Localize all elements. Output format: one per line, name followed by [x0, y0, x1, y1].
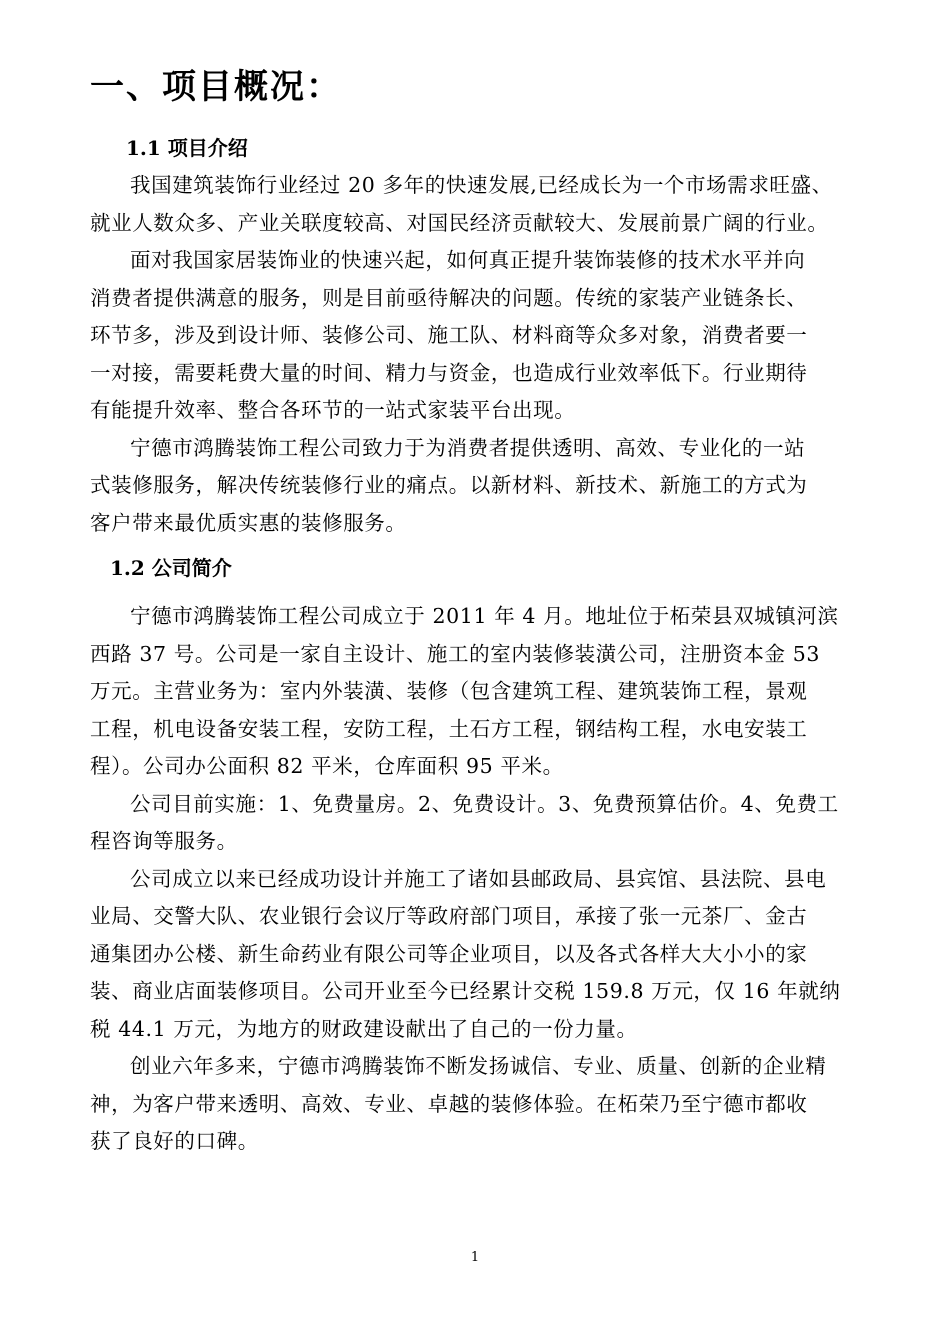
text-line: 消费者提供满意的服务，则是目前亟待解决的问题。传统的家装产业链条长、 [90, 285, 808, 310]
text-line: 税 44.1 万元，为地方的财政建设献出了自己的一份力量。 [90, 1016, 638, 1041]
section-body-company-profile [90, 598, 870, 1161]
text-line: 创业六年多来，宁德市鸿腾装饰不断发扬诚信、专业、质量、创新的企业精 [130, 1054, 827, 1078]
page-number: 1 [470, 1250, 480, 1265]
text-line: 工程，机电设备安装工程，安防工程，土石方工程，钢结构工程，水电安装工 [90, 716, 808, 741]
text-line: 宁德市鸿腾装饰工程公司成立于 2011 年 4 月。地址位于柘荣县双城镇河滨 [130, 604, 839, 628]
text-line: 面对我国家居装饰业的快速兴起，如何真正提升装饰装修的技术水平并向 [130, 248, 806, 272]
text-line: 环节多，涉及到设计师、装修公司、施工队、材料商等众多对象，消费者要一 [90, 323, 808, 347]
text-line: 就业人数众多、产业关联度较高、对国民经济贡献较大、发展前景广阔的行业。 [90, 210, 829, 235]
text-line: 程咨询等服务。 [90, 829, 238, 853]
text-line: 宁德市鸿腾装饰工程公司致力于为消费者提供透明、高效、专业化的一站 [130, 435, 806, 460]
page-heading: 一、项目概况： [90, 67, 342, 107]
text-line: 业局、交警大队、农业银行会议厅等政府部门项目，承接了张一元茶厂、金古 [90, 904, 808, 928]
text-line: 公司成立以来已经成功设计并施工了诸如县邮政局、县宾馆、县法院、县电 [130, 866, 827, 891]
section-title-project-intro: 1.1 项目介绍 [126, 136, 248, 160]
text-line: 我国建筑装饰行业经过 20 多年的快速发展,已经成长为一个市场需求旺盛、 [130, 173, 833, 197]
text-line: 通集团办公楼、新生命药业有限公司等企业项目，以及各式各样大大小小的家 [90, 941, 808, 966]
text-line: 万元。主营业务为：室内外装潢、装修（包含建筑工程、建筑装饰工程，景观 [90, 679, 808, 703]
text-line: 客户带来最优质实惠的装修服务。 [90, 510, 407, 535]
text-line: 获了良好的口碑。 [90, 1129, 259, 1153]
text-line: 神，为客户带来透明、高效、专业、卓越的装修体验。在柘荣乃至宁德市都收 [90, 1091, 808, 1116]
text-line: 程）。公司办公面积 82 平米，仓库面积 95 平米。 [90, 754, 564, 778]
text-line: 装、商业店面装修项目。公司开业至今已经累计交税 159.8 万元，仅 16 年就纳 [90, 979, 841, 1003]
text-line: 西路 37 号。公司是一家自主设计、施工的室内装修装潢公司，注册资本金 53 [90, 641, 821, 666]
text-line: 一对接，需要耗费大量的时间、精力与资金，也造成行业效率低下。行业期待 [90, 360, 808, 385]
section-body-project-intro [90, 167, 870, 542]
text-line: 有能提升效率、整合各环节的一站式家装平台出现。 [90, 398, 576, 422]
text-line: 式装修服务，解决传统装修行业的痛点。以新材料、新技术、新施工的方式为 [90, 473, 808, 497]
text-line: 公司目前实施：1、免费量房。2、免费设计。3、免费预算估价。4、免费工 [130, 791, 839, 816]
section-title-company-profile: 1.2 公司简介 [110, 556, 232, 580]
